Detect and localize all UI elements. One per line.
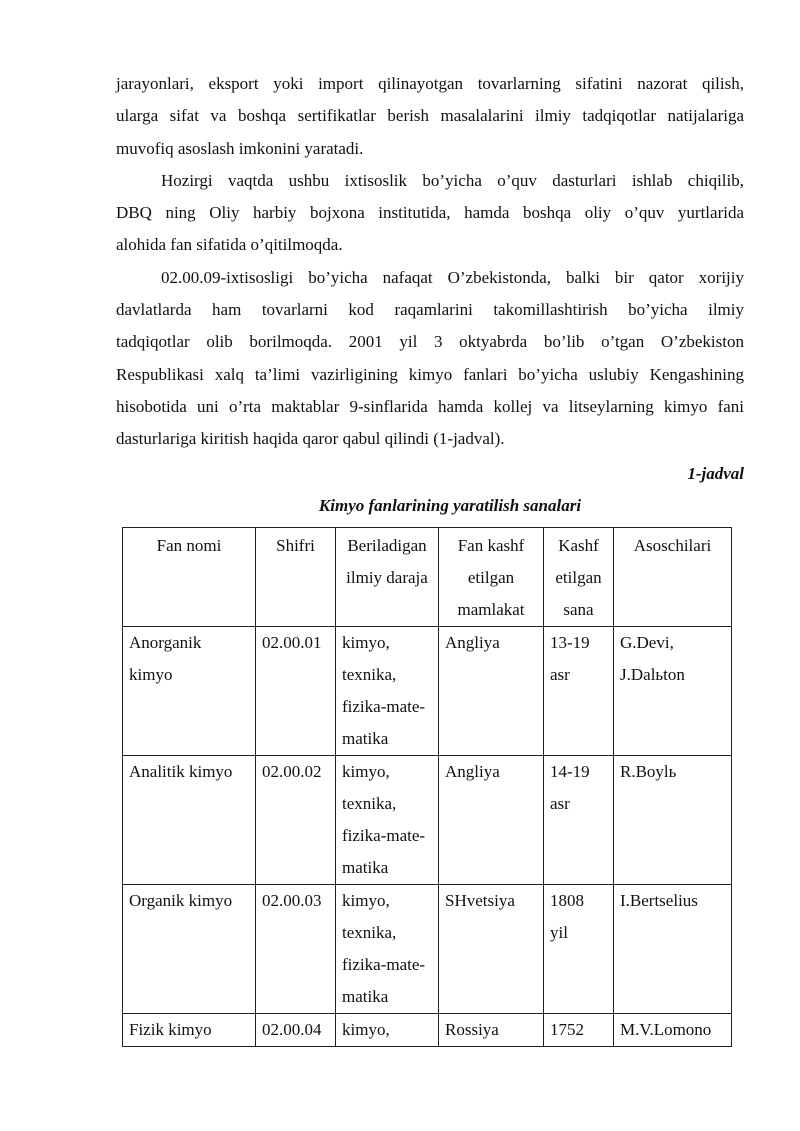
cell-text: J.Dalьton [620,665,685,684]
text-line: hisobotida uni o’rta maktablar 9-sinflarida hamda kollej va litseylarning kimyo fani [116,396,744,416]
cell-text: Analitik kimyo [129,762,233,781]
header-text: mamlakat [457,600,525,619]
table-row [123,1014,732,1047]
column-header [123,528,256,627]
cell-text: SHvetsiya [445,891,515,910]
header-text: Shifri [276,536,315,555]
cell-text: kimyo, [342,891,390,910]
table-cell [544,756,614,885]
cell-text: kimyo, [342,762,390,781]
cell-text: Anorganik [129,633,202,652]
text-line: DBQ ning Oliy harbiy bojxona institutida, hamda boshqa oliy o’quv yurtlarida [116,203,744,223]
table-cell [256,756,336,885]
table-cell [256,627,336,756]
table-cell [123,756,256,885]
table-cell [544,885,614,1014]
table-cell [336,627,439,756]
cell-text: kimyo [129,665,173,684]
cell-text: matika [342,858,389,877]
table-row [123,627,732,756]
cell-text: Angliya [445,762,500,781]
body-text [116,68,744,456]
chemistry-fields-table [122,527,732,1047]
cell-text: 1808 [550,891,584,910]
table-cell [614,756,732,885]
header-text: Fan kashf [457,536,525,555]
table-cell [336,885,439,1014]
cell-text: Fizik kimyo [129,1020,212,1039]
header-text: Kashf [558,536,599,555]
cell-text: kimyo, [342,1020,390,1039]
cell-text: texnika, [342,665,397,684]
text-line: 02.00.09-ixtisosligi bo’yicha nafaqat O’zbekistonda, balki bir qator xorijiy [161,267,744,287]
table-cell [123,627,256,756]
cell-text: M.V.Lomono [620,1020,712,1039]
cell-text: texnika, [342,923,397,942]
cell-text: texnika, [342,794,397,813]
table-cell [544,627,614,756]
header-text: Asoschilari [633,536,712,555]
text-line: dasturlariga kiritish haqida qaror qabul qilindi (1-jadval). [116,429,505,449]
paragraph [116,262,744,456]
cell-text: fizika-mate- [342,697,426,716]
text-line: Hozirgi vaqtda ushbu ixtisoslik bo’yicha o’quv dasturlari ishlab chiqilib, [161,170,744,190]
cell-text: 02.00.01 [262,633,322,652]
cell-text: fizika-mate- [342,955,426,974]
header-text: etilgan [555,568,602,587]
table-cell [614,1014,732,1047]
table-cell [614,627,732,756]
cell-text: Organik kimyo [129,891,233,910]
column-header [439,528,544,627]
cell-text: R.Boylь [620,762,677,781]
cell-text: 13-19 [550,633,590,652]
header-text: sana [563,600,594,619]
header-text: ilmiy daraja [346,568,428,587]
cell-text: fizika-mate- [342,826,426,845]
column-header [614,528,732,627]
cell-text: 02.00.03 [262,891,322,910]
cell-text: matika [342,987,389,1006]
table-cell [256,1014,336,1047]
column-header [256,528,336,627]
table-cell [614,885,732,1014]
table-header-row [123,528,732,627]
cell-text: matika [342,729,389,748]
table-cell [256,885,336,1014]
table-cell [439,627,544,756]
text-line: jarayonlari, eksport yoki import qilinayotgan tovarlarning sifatini nazorat qilish, [116,74,744,93]
cell-text: yil [550,923,568,942]
cell-text: I.Bertselius [620,891,698,910]
table-row [123,885,732,1014]
header-text: Beriladigan [347,536,427,555]
cell-text: asr [550,665,570,684]
table-cell [439,756,544,885]
table-body [123,627,732,1047]
table-cell [439,1014,544,1047]
text-line: Respublikasi xalq ta’limi vazirligining kimyo fanlari bo’yicha uslubiy Kengashining [116,364,744,384]
cell-text: 1752 [550,1020,584,1039]
table-cell [439,885,544,1014]
table-cell [123,1014,256,1047]
paragraph [116,165,744,262]
cell-text: 02.00.02 [262,762,322,781]
column-header [336,528,439,627]
cell-text: G.Devi, [620,633,674,652]
text-line: davlatlarda ham tovarlarni kod raqamlarini takomillashtirish bo’yicha ilmiy [116,300,744,320]
cell-text: kimyo, [342,633,390,652]
text-line: tadqiqotlar olib borilmoqda. 2001 yil 3 oktyabrda bo’lib o’tgan O’zbekiston [116,332,744,352]
table-cell [544,1014,614,1047]
table-cell [123,885,256,1014]
cell-text: Rossiya [445,1020,499,1039]
header-text: Fan nomi [156,536,222,555]
paragraph [116,68,744,165]
column-header [544,528,614,627]
table-cell [336,756,439,885]
document-page [116,68,744,522]
table-cell [336,1014,439,1047]
text-line: ularga sifat va boshqa sertifikatlar berish masalalarini ilmiy tadqiqotlar natijalariga [116,106,744,126]
cell-text: asr [550,794,570,813]
cell-text: Angliya [445,633,500,652]
table-title: Kimyo fanlarining yaratilish sanalari [318,495,582,515]
table-reference-label: 1-jadval [687,463,744,483]
text-line: alohida fan sifatida o’qitilmoqda. [116,235,343,255]
header-text: etilgan [467,568,515,587]
cell-text: 02.00.04 [262,1020,322,1039]
text-line: muvofiq asoslash imkonini yaratadi. [116,138,364,158]
cell-text: 14-19 [550,762,590,781]
table-row [123,756,732,885]
